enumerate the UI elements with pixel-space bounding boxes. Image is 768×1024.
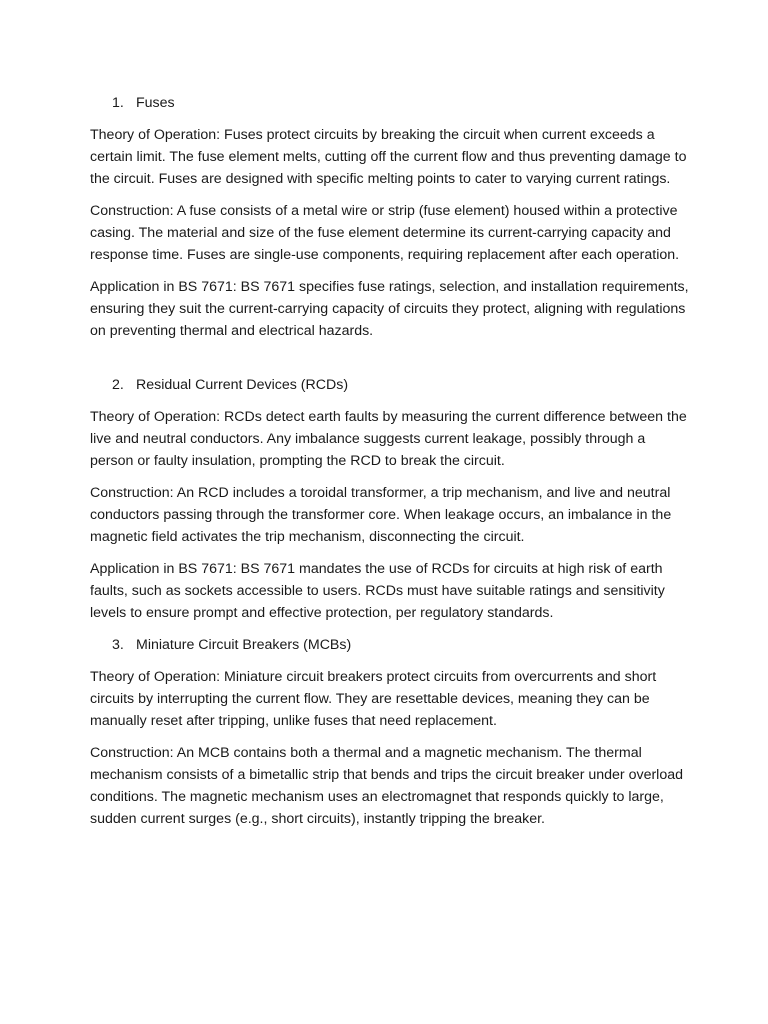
- paragraph-construction: Construction: An RCD includes a toroidal transformer, a trip mechanism, and live and neutral conductors passing through the transformer core. When leakage occurs, an imbalance in the magnetic field activates the trip mechanism, disconnecting the circuit.: [90, 485, 672, 545]
- section-heading: [90, 92, 690, 114]
- section-title: Residual Current Devices (RCDs): [136, 377, 349, 393]
- paragraph-construction: Construction: An MCB contains both a thermal and a magnetic mechanism. The thermal mechanism consists of a bimetallic strip that bends and trips the circuit breaker under overload conditions. The magnetic mechanism uses an electromagnet that responds quickly to large, sudden current surges (e.g., short circuits), instantly tripping the breaker.: [90, 745, 684, 827]
- section-rcds: [90, 374, 690, 624]
- paragraph-application: Application in BS 7671: BS 7671 specifies fuse ratings, selection, and installation requirements, ensuring they suit the current-carrying capacity of circuits they protect, aligning with regulations on preventing thermal and electrical hazards.: [90, 279, 689, 339]
- paragraph-theory: Theory of Operation: Fuses protect circuits by breaking the circuit when current exceeds a certain limit. The fuse element melts, cutting off the current flow and thus preventing damage to the circuit. Fuses are designed with specific melting points to cater to varying current ratings.: [90, 127, 687, 187]
- section-heading: [90, 634, 690, 656]
- section-number: 3.: [112, 637, 124, 653]
- paragraph-construction: Construction: A fuse consists of a metal wire or strip (fuse element) housed within a protective casing. The material and size of the fuse element determine its current-carrying capacity and response time. Fuses are single-use components, requiring replacement after each operation.: [90, 203, 680, 263]
- section-number: 1.: [112, 95, 124, 111]
- document-page: [90, 92, 690, 840]
- section-title: Fuses: [136, 95, 175, 111]
- section-heading: [90, 374, 690, 396]
- section-title: Miniature Circuit Breakers (MCBs): [136, 637, 352, 653]
- section-fuses: [90, 92, 690, 342]
- paragraph-application: Application in BS 7671: BS 7671 mandates the use of RCDs for circuits at high risk of earth faults, such as sockets accessible to users. RCDs must have suitable ratings and sensitivity levels to ensure prompt and effective protection, per regulatory standards.: [90, 561, 665, 621]
- section-mcbs: [90, 634, 690, 830]
- paragraph-theory: Theory of Operation: Miniature circuit breakers protect circuits from overcurrents and short circuits by interrupting the current flow. They are resettable devices, meaning they can be manually reset after tripping, unlike fuses that need replacement.: [90, 669, 657, 729]
- paragraph-theory: Theory of Operation: RCDs detect earth faults by measuring the current difference between the live and neutral conductors. Any imbalance suggests current leakage, possibly through a person or faulty insulation, prompting the RCD to break the circuit.: [90, 409, 687, 469]
- section-number: 2.: [112, 377, 124, 393]
